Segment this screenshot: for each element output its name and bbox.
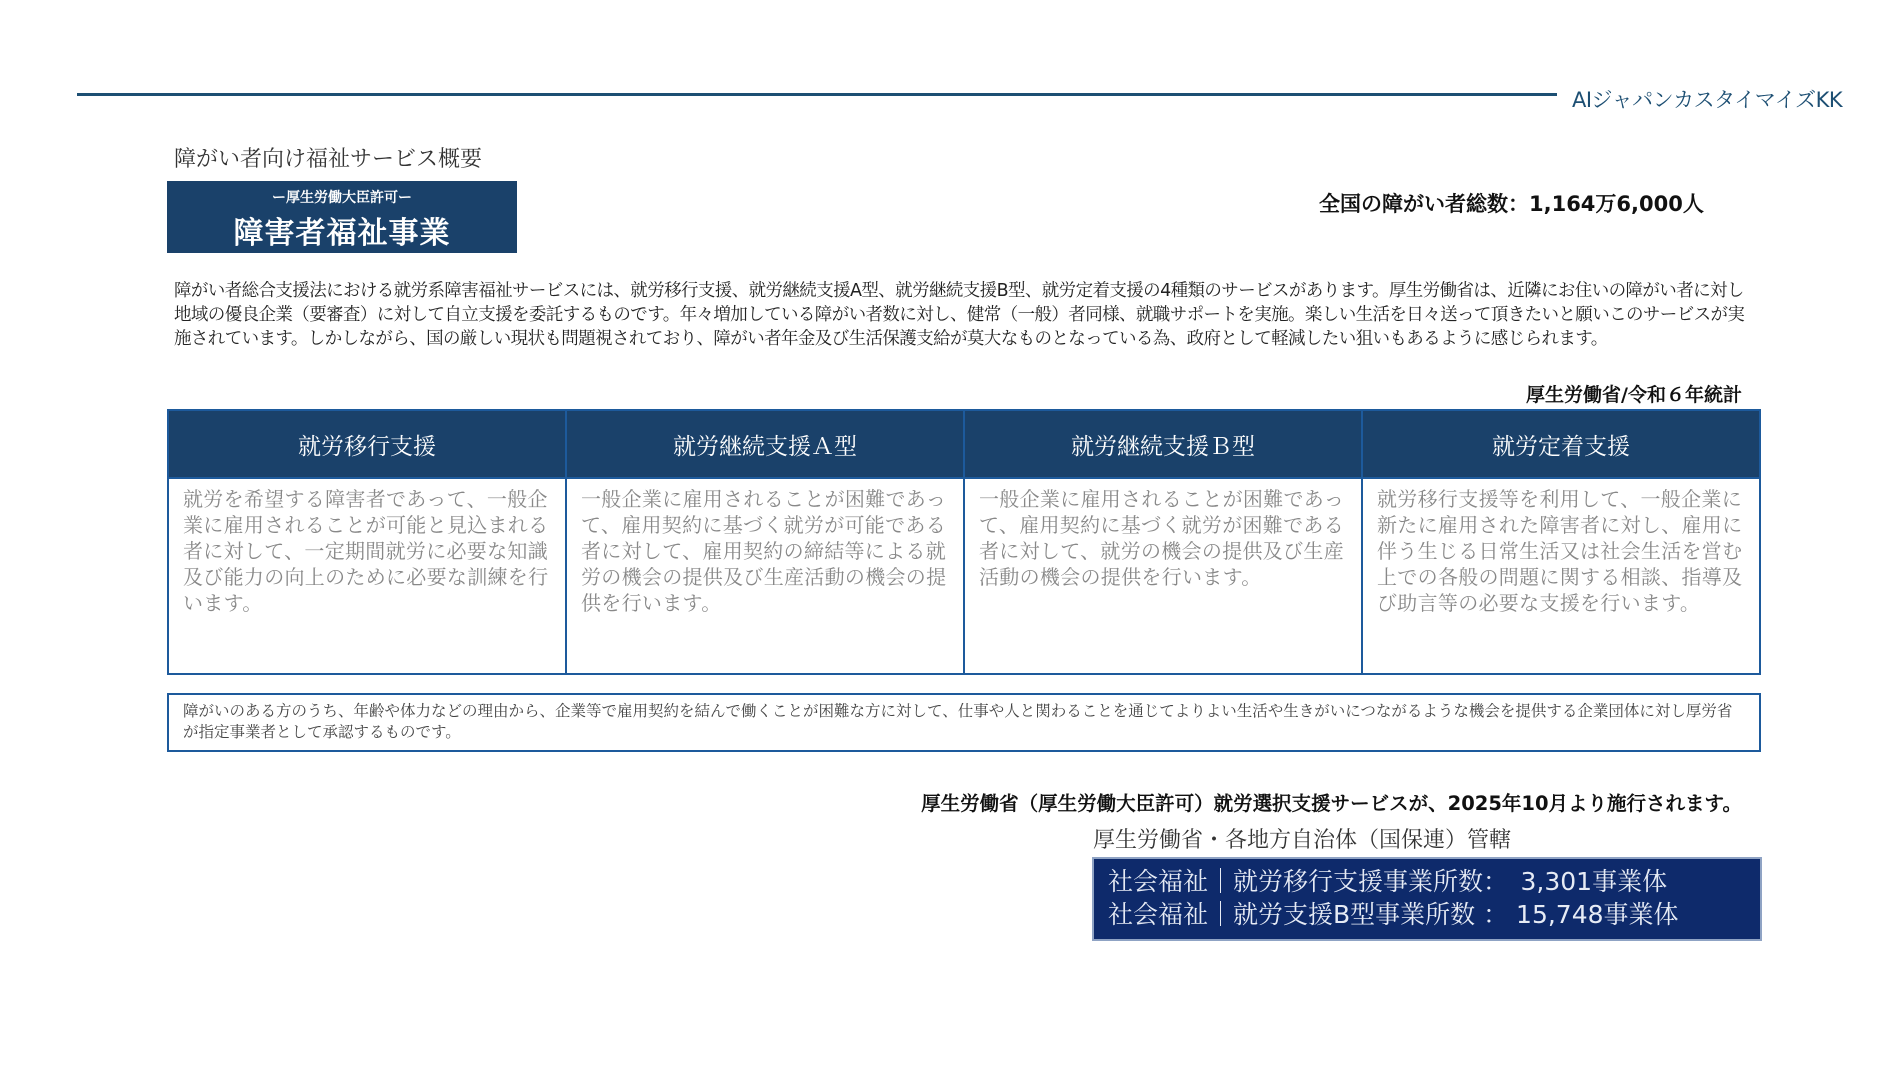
service-name: 就労継続支援Ａ型 <box>567 411 963 479</box>
title-box <box>167 181 517 253</box>
total-disabled-count: 全国の障がい者総数：1,164万6,000人 <box>1319 192 1704 216</box>
overview-label: 障がい者向け福祉サービス概要 <box>174 147 483 172</box>
service-description: 一般企業に雇用されることが困難であって、雇用契約に基づく就労が可能である者に対して、雇用契約の締結等による就労の機会の提供及び生産活動の機会の提供を行います。 <box>581 487 947 615</box>
jurisdiction-label: 厚生労働省・各地方自治体（国保連）管轄 <box>1093 828 1512 853</box>
page-title: 障害者福祉事業 <box>233 216 451 251</box>
notice-text: 厚生労働省（厚生労働大臣許可）就労選択支援サービスが、2025年10月より施行されます。 <box>921 792 1742 815</box>
service-column <box>567 411 965 673</box>
service-description: 就労を希望する障害者であって、一般企業に雇用されることが可能と見込まれる者に対して、一定期間就労に必要な知識及び能力の向上のために必要な訓練を行います。 <box>183 487 549 615</box>
facility-count-box <box>1092 857 1762 941</box>
service-name: 就労定着支援 <box>1363 411 1759 479</box>
service-name: 就労継続支援Ｂ型 <box>965 411 1361 479</box>
brand-name: AIジャパンカスタイマイズKK <box>1572 88 1843 112</box>
service-column <box>965 411 1363 673</box>
title-subtitle: ー厚生労働大臣許可ー <box>272 190 412 206</box>
header-divider <box>77 93 1557 96</box>
facility-count-row: 社会福祉｜就労支援B型事業所数 ： 15,748事業体 <box>1108 900 1679 929</box>
services-table <box>167 409 1761 675</box>
facility-count-row: 社会福祉｜就労移行支援事業所数： 3,301事業体 <box>1108 867 1668 896</box>
service-description: 一般企業に雇用されることが困難であって、雇用契約に基づく就労が困難である者に対して、就労の機会の提供及び生産活動の機会の提供を行います。 <box>979 487 1345 589</box>
service-description: 就労移行支援等を利用して、一般企業に新たに雇用された障害者に対し、雇用に伴う生じる日常生活又は社会生活を営む上での各般の問題に関する相談、指導及び助言等の必要な支援を行います。 <box>1377 487 1743 615</box>
statistics-source: 厚生労働省/令和６年統計 <box>1526 384 1742 406</box>
note-box: 障がいのある方のうち、年齢や体力などの理由から、企業等で雇用契約を結んで働くことが困難な方に対して、仕事や人と関わることを通じてよりよい生活や生きがいにつながるような機会を提供する企業団体に対し厚労省が指定事業者として承認するものです。 <box>167 693 1761 752</box>
intro-paragraph: 障がい者総合支援法における就労系障害福祉サービスには、就労移行支援、就労継続支援A型、就労継続支援B型、就労定着支援の4種類のサービスがあります。厚生労働省は、近隣にお住いの障がい者に対し地域の優良企業（要審査）に対して自立支援を委託するものです。年々増加している障がい者数に対し、健常（一般）者同様、就職サポートを実施。楽しい生活を日々送って頂きたいと願いこのサービスが実施されています。しかしながら、国の厳しい現状も問題視されており、障がい者年金及び生活保護支給が莫大なものとなっている為、政府として軽減したい狙いもあるように感じられます。 <box>174 281 1745 349</box>
service-column <box>1363 411 1759 673</box>
service-column <box>169 411 567 673</box>
service-name: 就労移行支援 <box>169 411 565 479</box>
